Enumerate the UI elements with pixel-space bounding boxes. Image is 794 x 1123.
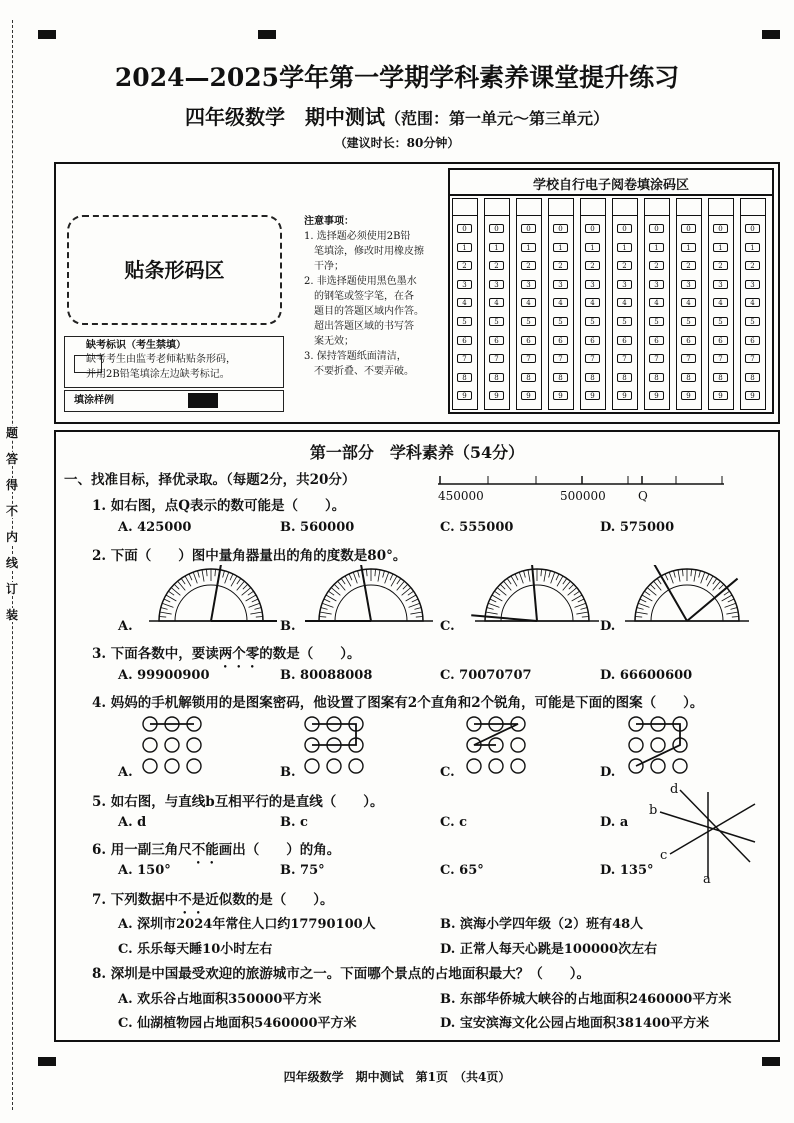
omr-bubble[interactable]: 1 [521,243,536,252]
line-label-b: b [649,803,658,818]
side-char: 线 [5,556,18,570]
omr-bubble[interactable]: 1 [489,243,504,252]
omr-bubble[interactable]: 2 [713,261,728,270]
omr-bubble[interactable]: 4 [585,298,600,307]
omr-bubble[interactable]: 8 [745,373,760,382]
barcode-label: 贴条形码区 [124,258,225,282]
omr-bubble[interactable]: 5 [617,317,632,326]
omr-bubble[interactable]: 7 [457,354,472,363]
corner-marker [762,1057,780,1066]
omr-bubble[interactable]: 8 [617,373,632,382]
omr-bubble[interactable]: 0 [521,224,536,233]
omr-bubble[interactable]: 8 [681,373,696,382]
note-line: 1. 选择题必须使用2B铅 [304,231,411,242]
q5-option-b[interactable]: B. c [280,815,308,830]
line-c [670,804,755,854]
omr-bubble[interactable]: 9 [617,391,632,400]
fill-example-label: 填涂样例 [74,395,114,406]
omr-bubble[interactable]: 3 [617,280,632,289]
omr-bubble[interactable]: 5 [649,317,664,326]
part-one-heading: 一、找准目标，择优录取。（每题2分，共20分） [64,472,356,488]
q2-option-a[interactable]: A. [118,619,133,634]
omr-bubble[interactable]: 0 [649,224,664,233]
omr-bubble[interactable]: 7 [553,354,568,363]
q1-option-d[interactable]: D. 575000 [600,520,675,535]
q8-option-a[interactable]: A. 欢乐谷占地面积350000平方米 [118,992,322,1007]
omr-bubble[interactable]: 9 [457,391,472,400]
omr-bubble[interactable]: 8 [489,373,504,382]
side-char: 得 [5,478,18,492]
omr-bubble[interactable]: 9 [521,391,536,400]
omr-bubble[interactable]: 1 [681,243,696,252]
q2-option-b[interactable]: B. [280,619,296,634]
nl-label-450000: 450000 [438,489,484,503]
omr-bubble[interactable]: 9 [489,391,504,400]
omr-bubble[interactable]: 4 [681,298,696,307]
omr-write-cell[interactable] [548,198,574,216]
omr-bubble[interactable]: 6 [489,336,504,345]
nl-label-500000: 500000 [560,489,606,503]
omr-bubble[interactable]: 5 [457,317,472,326]
omr-bubble[interactable]: 2 [553,261,568,270]
side-char: 题 [5,426,18,440]
q7-option-b[interactable]: B. 滨海小学四年级（2）班有48人 [440,917,644,932]
omr-bubble[interactable]: 4 [617,298,632,307]
omr-bubble[interactable]: 1 [649,243,664,252]
omr-bubble[interactable]: 7 [745,354,760,363]
omr-bubble[interactable]: 7 [585,354,600,363]
line-label-a: a [703,872,711,887]
corner-marker [258,30,276,39]
side-char: 答 [5,452,18,466]
side-char: 装 [5,608,18,622]
absent-line-2: 并用2B铅笔填涂左边缺考标记。 [86,369,230,380]
omr-bubble[interactable]: 3 [649,280,664,289]
omr-write-cell[interactable] [452,198,478,216]
omr-bubble[interactable]: 4 [489,298,504,307]
omr-bubble[interactable]: 1 [745,243,760,252]
question-6: 6. 用一副三角尺不能画出（ ）的角。 [92,842,341,858]
exam-scope: （范围：第一单元～第三单元） [384,109,609,128]
omr-bubble[interactable]: 5 [553,317,568,326]
omr-grid-divider [448,194,774,196]
omr-bubble[interactable]: 9 [713,391,728,400]
side-char: 不 [5,504,18,518]
omr-bubble[interactable]: 5 [713,317,728,326]
omr-bubble[interactable]: 9 [585,391,600,400]
omr-bubble[interactable]: 3 [457,280,472,289]
note-line: 3. 保持答题纸面清洁， [304,351,407,362]
q2-option-d[interactable]: D. [600,619,616,634]
note-line: 案无效； [314,336,354,347]
omr-bubble[interactable]: 2 [521,261,536,270]
omr-bubble[interactable]: 7 [521,354,536,363]
omr-bubble[interactable]: 1 [585,243,600,252]
pattern-lock-icon [624,714,704,778]
fill-example-swatch [188,393,218,408]
omr-bubble[interactable]: 5 [745,317,760,326]
q7-option-c[interactable]: C. 乐乐每天睡10小时左右 [118,942,273,957]
section-title: 第一部分 学科素养（54分） [309,443,525,462]
note-line: 超出答题区域的书写答 [314,321,414,332]
q5-option-d[interactable]: D. a [600,815,629,830]
omr-write-cell[interactable] [676,198,702,216]
omr-bubble[interactable]: 4 [553,298,568,307]
protractor-icon [136,565,286,635]
question-7: 7. 下列数据中不是近似数的是（ ）。 [92,892,334,908]
notes-title: 注意事项： [304,216,354,227]
omr-bubble[interactable]: 1 [457,243,472,252]
omr-bubble[interactable]: 0 [713,224,728,233]
omr-bubble[interactable]: 2 [649,261,664,270]
line-label-c: c [660,848,668,863]
q2-option-c[interactable]: C. [440,619,455,634]
note-line: 的钢笔或签字笔，在各 [314,291,414,302]
side-char: 订 [5,582,18,596]
omr-bubble[interactable]: 3 [553,280,568,289]
omr-bubble[interactable]: 6 [521,336,536,345]
omr-bubble[interactable]: 6 [457,336,472,345]
omr-bubble[interactable]: 3 [521,280,536,289]
absent-title: 缺考标识（考生禁填） [86,340,186,351]
corner-marker [762,30,780,39]
page-title: 2024—2025学年第一学期学科素养课堂提升练习 [114,63,680,92]
line-label-d: d [670,782,679,797]
note-line: 不要折叠、不要弄破。 [314,366,414,377]
omr-bubble[interactable]: 7 [681,354,696,363]
omr-bubble[interactable]: 9 [681,391,696,400]
question-2: 2. 下面（ ）图中量角器量出的角的度数是80°。 [92,548,407,564]
note-line: 2. 非选择题使用黑色墨水 [304,276,417,287]
q5-option-c[interactable]: C. c [440,815,468,830]
omr-bubble[interactable]: 4 [457,298,472,307]
q4-option-d[interactable]: D. [600,765,616,780]
omr-bubble[interactable]: 0 [745,224,760,233]
notes-list [304,229,444,379]
subject-exam: 四年级数学 期中测试 [184,105,385,129]
omr-bubble[interactable]: 2 [745,261,760,270]
question-8: 8. 深圳是中国最受欢迎的旅游城市之一。下面哪个景点的占地面积最大？（ ）。 [92,966,591,982]
omr-bubble[interactable]: 4 [521,298,536,307]
q1-option-c[interactable]: C. 555000 [440,520,514,535]
omr-bubble[interactable]: 2 [617,261,632,270]
corner-marker [38,30,56,39]
line-d [680,790,750,862]
question-3: 3. 下面各数中，要读两个零的数是（ ）。 [92,646,361,662]
omr-bubble[interactable]: 2 [457,261,472,270]
question-4: 4. 妈妈的手机解锁用的是图案密码，他设置了图案有2个直角和2个锐角，可能是下面的图案（ ）。 [92,695,704,711]
omr-bubble[interactable]: 6 [617,336,632,345]
omr-bubble[interactable]: 6 [745,336,760,345]
pattern-lock-icon [300,714,380,778]
q6-option-c[interactable]: C. 65° [440,863,484,878]
omr-bubble[interactable]: 0 [681,224,696,233]
omr-bubble[interactable]: 9 [649,391,664,400]
omr-bubble[interactable]: 7 [713,354,728,363]
q3-option-d[interactable]: D. 66600600 [600,668,693,683]
q8-option-c[interactable]: C. 仙湖植物园占地面积5460000平方米 [118,1016,357,1031]
omr-bubble[interactable]: 5 [681,317,696,326]
omr-write-cell[interactable] [580,198,606,216]
omr-bubble[interactable]: 4 [713,298,728,307]
omr-bubble[interactable]: 3 [585,280,600,289]
q7-option-a[interactable]: A. 深圳市2024年常住人口约17790100人 [118,917,376,932]
omr-bubble[interactable]: 0 [489,224,504,233]
omr-bubble[interactable]: 6 [553,336,568,345]
protractor-icon [296,565,446,635]
note-line: 干净； [314,261,344,272]
omr-bubble[interactable]: 4 [649,298,664,307]
omr-bubble[interactable]: 0 [617,224,632,233]
nl-label-q: Q [638,489,648,503]
omr-bubble[interactable]: 3 [681,280,696,289]
omr-write-cell[interactable] [484,198,510,216]
corner-marker [38,1057,56,1066]
omr-bubble[interactable]: 4 [745,298,760,307]
omr-bubble[interactable]: 6 [649,336,664,345]
side-char: 内 [5,530,18,544]
note-line: 题目的答题区域内作答。 [314,306,424,317]
omr-bubble[interactable]: 6 [585,336,600,345]
note-line: 笔填涂，修改时用橡皮擦 [314,246,424,257]
protractor-icon [462,565,612,635]
q5-option-a[interactable]: A. d [118,815,147,830]
omr-bubble[interactable]: 2 [585,261,600,270]
omr-bubble[interactable]: 2 [489,261,504,270]
omr-bubble[interactable]: 8 [521,373,536,382]
q6-option-a[interactable]: A. 150° [118,863,171,878]
q3-option-c[interactable]: C. 70070707 [440,668,532,683]
omr-bubble[interactable]: 5 [521,317,536,326]
q4-option-a[interactable]: A. [118,765,133,780]
omr-write-cell[interactable] [644,198,670,216]
omr-write-cell[interactable] [740,198,766,216]
omr-bubble[interactable]: 5 [585,317,600,326]
omr-write-cell[interactable] [516,198,542,216]
omr-bubble[interactable]: 8 [457,373,472,382]
omr-bubble[interactable]: 7 [617,354,632,363]
omr-bubble[interactable]: 1 [713,243,728,252]
omr-grid-title: 学校自行电子阅卷填涂码区 [532,178,689,193]
omr-write-cell[interactable] [612,198,638,216]
page-footer: 四年级数学 期中测试 第1页 （共4页） [283,1070,511,1084]
omr-bubble[interactable]: 1 [617,243,632,252]
q1-option-b[interactable]: B. 560000 [280,520,355,535]
q3-option-b[interactable]: B. 80088008 [280,668,373,683]
omr-bubble[interactable]: 8 [649,373,664,382]
omr-bubble[interactable]: 3 [489,280,504,289]
q8-option-b[interactable]: B. 东部华侨城大峡谷的占地面积2460000平方米 [440,992,732,1007]
q4-option-b[interactable]: B. [280,765,296,780]
omr-bubble[interactable]: 7 [649,354,664,363]
omr-bubble[interactable]: 0 [457,224,472,233]
omr-bubble[interactable]: 3 [713,280,728,289]
omr-write-cell[interactable] [708,198,734,216]
suggested-duration: （建议时长：80分钟） [334,136,460,150]
omr-bubble[interactable]: 8 [553,373,568,382]
question-5: 5. 如右图，与直线b互相平行的是直线（ ）。 [92,794,384,810]
omr-bubble[interactable]: 8 [713,373,728,382]
q4-option-c[interactable]: C. [440,765,455,780]
omr-bubble[interactable]: 7 [489,354,504,363]
q7-option-d[interactable]: D. 正常人每天心跳是100000次左右 [440,942,658,957]
omr-bubble[interactable]: 1 [553,243,568,252]
omr-bubble[interactable]: 9 [553,391,568,400]
protractor-icon [612,565,762,635]
omr-bubble[interactable]: 3 [745,280,760,289]
question-1: 1. 如右图，点Q表示的数可能是（ ）。 [92,498,346,514]
q1-option-a[interactable]: A. 425000 [118,520,192,535]
omr-bubble[interactable]: 5 [489,317,504,326]
pattern-lock-icon [138,714,218,778]
omr-bubble[interactable]: 2 [681,261,696,270]
absent-line-1: 缺考考生由监考老师粘贴条形码， [86,354,236,365]
q6-option-b[interactable]: B. 75° [280,863,325,878]
omr-bubble[interactable]: 0 [585,224,600,233]
page-subtitle [0,101,794,130]
omr-bubble[interactable]: 8 [585,373,600,382]
q6-option-d[interactable]: D. 135° [600,863,654,878]
omr-bubble[interactable]: 6 [681,336,696,345]
pattern-lock-icon [462,714,542,778]
omr-bubble[interactable]: 0 [553,224,568,233]
omr-bubble[interactable]: 9 [745,391,760,400]
q8-option-d[interactable]: D. 宝安滨海文化公园占地面积381400平方米 [440,1016,710,1031]
q3-option-a[interactable]: A. 99900900 [118,668,210,683]
omr-bubble[interactable]: 6 [713,336,728,345]
